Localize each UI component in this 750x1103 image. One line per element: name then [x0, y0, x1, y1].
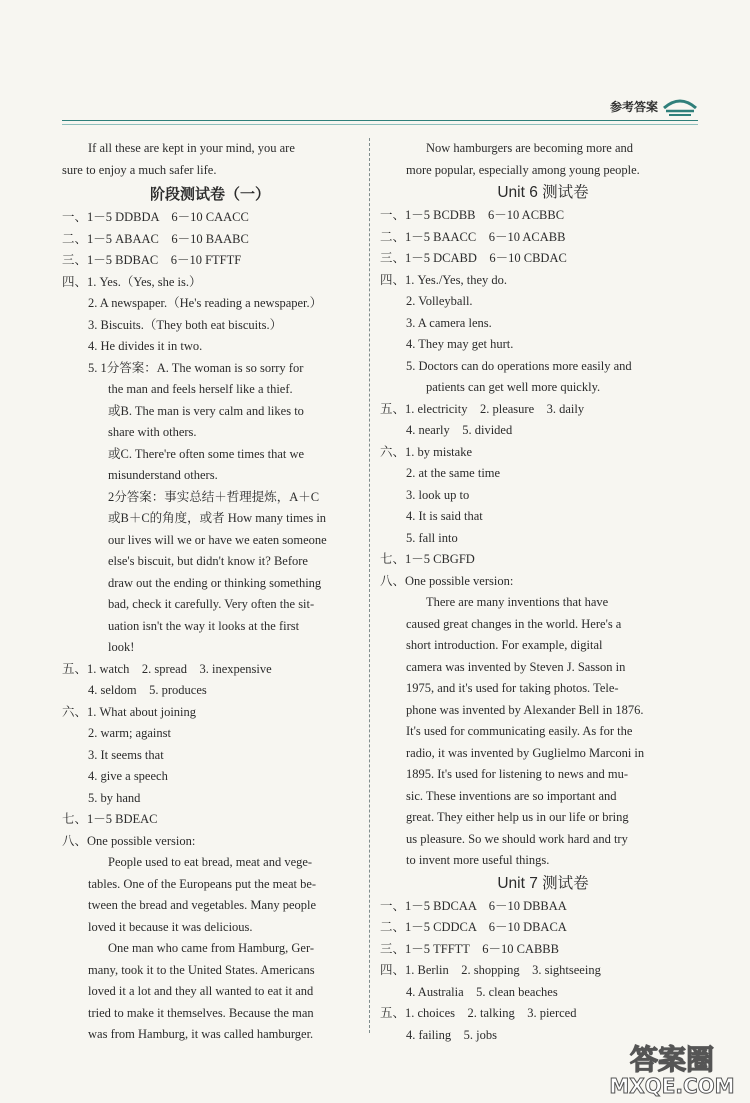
essay-line: tried to make it themselves. Because the man	[88, 1005, 314, 1020]
essay-line: There are many inventions that have	[426, 595, 609, 609]
answer-line: 4. give a speech	[88, 769, 168, 783]
essay-line: loved it a lot and they all wanted to eat it and	[88, 984, 314, 998]
text-line: sure to enjoy a much safer life.	[62, 162, 217, 177]
answer-line: 2. at the same time	[406, 466, 501, 480]
answer-line: 五、1. electricity 2. pleasure 3. daily	[380, 401, 585, 416]
column-divider	[369, 138, 370, 1033]
essay-line: loved it because it was delicious.	[88, 919, 253, 934]
text-line: uation isn't the way it looks at the first	[108, 618, 300, 633]
answer-line: 4. It is said that	[406, 509, 483, 523]
essay-line: One man who came from Hamburg, Ger-	[108, 941, 315, 955]
answer-line: 四、1. Yes.（Yes, she is.）	[62, 274, 202, 289]
text-line: 或B＋C的角度，或者 How many times in	[108, 511, 327, 525]
unit-6-heading: Unit 6 测试卷	[497, 184, 589, 201]
watermark-logo	[602, 1037, 742, 1099]
right-column	[380, 138, 706, 1046]
header-rule-thin	[62, 124, 698, 125]
essay-line: to invent more useful things.	[406, 853, 550, 867]
book-logo-icon	[662, 90, 698, 118]
answer-line: 八、One possible version:	[62, 833, 196, 848]
answer-line: 七、1－5 BDEAC	[62, 812, 158, 826]
text-line: draw out the ending or thinking something	[108, 575, 322, 590]
answer-line: 2. A newspaper.（He's reading a newspaper.）	[88, 296, 323, 310]
text-line: look!	[108, 640, 135, 654]
header-title: 参考答案	[609, 100, 658, 114]
answer-line: 5. by hand	[88, 790, 141, 805]
text-line: patients can get well more quickly.	[426, 380, 601, 394]
answer-line: 五、1. choices 2. talking 3. pierced	[380, 1006, 577, 1020]
watermark-text: 答案圈	[629, 1043, 715, 1076]
answer-line: 六、1. What about joining	[62, 704, 197, 719]
answer-line: 5. Doctors can do operations more easily and	[406, 358, 632, 373]
text-line: more popular, especially among young people.	[406, 162, 640, 177]
essay-line: great. They either help us in our life or bring	[406, 810, 629, 824]
text-line: 2分答案：事实总结＋哲理提炼，A＋C	[108, 489, 320, 504]
answer-line: 二、1－5 BAACC 6－10 ACABB	[380, 229, 566, 244]
text-line: 或B. The man is very calm and likes to	[108, 403, 304, 418]
answer-line: 一、1－5 DDBDA 6－10 CAACC	[62, 210, 249, 224]
text-line: the man and feels herself like a thief.	[108, 382, 293, 396]
answer-line: 四、1. Berlin 2. shopping 3. sightseeing	[380, 963, 601, 977]
text-line: misunderstand others.	[108, 468, 218, 482]
essay-line: tables. One of the Europeans put the meat be-	[88, 876, 317, 891]
essay-line: 1895. It's used for listening to news and mu-	[406, 767, 629, 781]
essay-line: many, took it to the United States. Americans	[88, 962, 315, 977]
essay-line: 1975, and it's used for taking photos. Tele-	[406, 681, 619, 695]
text-line: bad, check it carefully. Very often the sit-	[108, 597, 315, 611]
essay-line: People used to eat bread, meat and vege-	[108, 855, 313, 869]
essay-line: short introduction. For example, digital	[406, 638, 603, 652]
essay-line: radio, it was invented by Guglielmo Marconi in	[406, 745, 645, 760]
answer-line: 3. It seems that	[88, 747, 164, 762]
answer-line: 2. Volleyball.	[406, 294, 473, 308]
text-line: 或C. There're often some times that we	[108, 446, 305, 461]
answer-line: 三、1－5 DCABD 6－10 CBDAC	[380, 251, 567, 265]
essay-line: tween the bread and vegetables. Many people	[88, 898, 317, 912]
text-line: else's biscuit, but didn't know it? Before	[108, 554, 308, 568]
answer-line: 五、1. watch 2. spread 3. inexpensive	[62, 661, 272, 676]
answer-line: 二、1－5 ABAAC 6－10 BAABC	[62, 231, 249, 246]
answer-line: 4. They may get hurt.	[406, 337, 514, 351]
answer-line: 三、1－5 TFFTT 6－10 CABBB	[380, 941, 559, 956]
answer-line: 4. Australia 5. clean beaches	[406, 984, 558, 999]
unit-7-heading: Unit 7 测试卷	[497, 874, 589, 892]
text-line: If all these are kept in your mind, you are	[88, 141, 295, 155]
left-column	[62, 138, 358, 1046]
essay-line: caused great changes in the world. Here's a	[406, 616, 622, 631]
answer-line: 六、1. by mistake	[380, 444, 473, 459]
answer-line: 3. Biscuits.（They both eat biscuits.）	[88, 317, 283, 332]
text-line: Now hamburgers are becoming more and	[426, 141, 633, 155]
answer-line: 4. He divides it in two.	[88, 339, 203, 353]
answer-line: 4. failing 5. jobs	[406, 1027, 497, 1042]
essay-line: us pleasure. So we should work hard and try	[406, 831, 628, 846]
text-line: our lives will we or have we eaten someone	[108, 532, 327, 547]
watermark-url: MXQE.COM	[609, 1074, 735, 1098]
section-heading: 阶段测试卷（一）	[149, 185, 270, 203]
essay-line: was from Hamburg, it was called hamburger.	[88, 1027, 314, 1041]
answer-line: 四、1. Yes./Yes, they do.	[380, 272, 507, 287]
text-line: share with others.	[108, 425, 197, 439]
answer-line: 八、One possible version:	[380, 573, 514, 588]
essay-line: phone was invented by Alexander Bell in 1876.	[406, 702, 644, 717]
answer-line: 5. 1分答案：A. The woman is so sorry for	[88, 360, 304, 375]
answer-line: 5. fall into	[406, 530, 458, 545]
answer-line: 一、1－5 BDCAA 6－10 DBBAA	[380, 898, 567, 913]
answer-line: 4. nearly 5. divided	[406, 423, 513, 437]
answer-line: 3. A camera lens.	[406, 315, 492, 330]
answer-line: 4. seldom 5. produces	[88, 683, 207, 697]
header-rule	[62, 120, 698, 121]
essay-line: sic. These inventions are so important and	[406, 788, 617, 803]
answer-line: 2. warm; against	[88, 726, 171, 740]
answer-line: 3. look up to	[406, 487, 470, 502]
answer-line: 一、1－5 BCDBB 6－10 ACBBC	[380, 208, 565, 222]
essay-line: camera was invented by Steven J. Sasson in	[406, 659, 626, 674]
answer-line: 七、1－5 CBGFD	[380, 552, 475, 566]
answer-line: 二、1－5 CDDCA 6－10 DBACA	[380, 920, 567, 934]
answer-line: 三、1－5 BDBAC 6－10 FTFTF	[62, 253, 242, 267]
essay-line: It's used for communicating easily. As for the	[406, 724, 633, 738]
